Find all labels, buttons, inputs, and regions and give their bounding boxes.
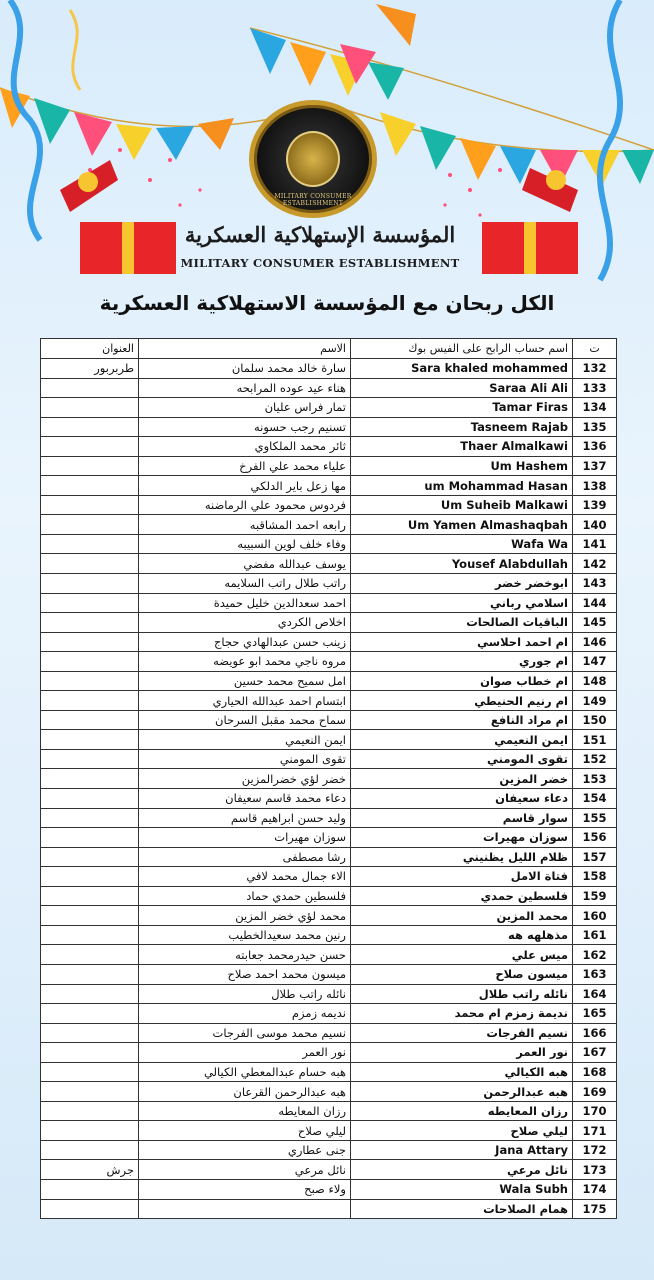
cell-address — [41, 1062, 139, 1082]
cell-number: 165 — [573, 1004, 617, 1024]
table-row — [41, 769, 617, 789]
table-row — [41, 593, 617, 613]
cell-number: 168 — [573, 1062, 617, 1082]
cell-number: 142 — [573, 554, 617, 574]
cell-name: وفاء خلف لوين السبيبه — [139, 534, 351, 554]
cell-name: رزان المعايطه — [139, 1101, 351, 1121]
cell-address — [41, 789, 139, 809]
org-name-arabic: المؤسسة الإستهلاكية العسكرية — [184, 222, 456, 247]
table-row — [41, 456, 617, 476]
cell-number: 146 — [573, 632, 617, 652]
cell-name: امل سميح محمد حسين — [139, 671, 351, 691]
cell-name: هبه حسام عبدالمعطي الكيالي — [139, 1062, 351, 1082]
table-row — [41, 710, 617, 730]
cell-address — [41, 847, 139, 867]
cell-address — [41, 437, 139, 457]
cell-number: 143 — [573, 574, 617, 594]
cell-address — [41, 398, 139, 418]
cell-name: الاء جمال محمد لافي — [139, 867, 351, 887]
cell-address: طربربور — [41, 359, 139, 379]
table-row — [41, 417, 617, 437]
cell-name: مها زعل باير الدلكي — [139, 476, 351, 496]
cell-number: 156 — [573, 828, 617, 848]
cell-number: 152 — [573, 749, 617, 769]
cell-facebook-account: رزان المعايطه — [351, 1101, 573, 1121]
cell-facebook-account: ام مراد النافع — [351, 710, 573, 730]
cell-address — [41, 828, 139, 848]
cell-address — [41, 632, 139, 652]
table-row — [41, 671, 617, 691]
cell-number: 174 — [573, 1179, 617, 1199]
cell-number: 153 — [573, 769, 617, 789]
cell-facebook-account: ابوخضر خضر — [351, 574, 573, 594]
cell-number: 169 — [573, 1082, 617, 1102]
cell-address — [41, 710, 139, 730]
cell-name: نائله راتب طلال — [139, 984, 351, 1004]
table-row — [41, 534, 617, 554]
table-row — [41, 1062, 617, 1082]
cell-number: 149 — [573, 691, 617, 711]
cell-number: 158 — [573, 867, 617, 887]
cell-facebook-account: ليلي صلاح — [351, 1121, 573, 1141]
cell-address — [41, 964, 139, 984]
cell-number: 132 — [573, 359, 617, 379]
cell-facebook-account: ايمن النعيمي — [351, 730, 573, 750]
cell-address — [41, 652, 139, 672]
table-row — [41, 749, 617, 769]
cell-number: 151 — [573, 730, 617, 750]
cell-number: 141 — [573, 534, 617, 554]
cell-facebook-account: محمد المزين — [351, 906, 573, 926]
cell-name: ايمن النعيمي — [139, 730, 351, 750]
cell-number: 172 — [573, 1140, 617, 1160]
table-row — [41, 730, 617, 750]
table-row — [41, 652, 617, 672]
cell-address — [41, 1179, 139, 1199]
cell-name: رشا مصطفى — [139, 847, 351, 867]
cell-facebook-account: اسلامي رباني — [351, 593, 573, 613]
table-row — [41, 828, 617, 848]
cell-address — [41, 1101, 139, 1121]
org-name-english: MILITARY CONSUMER ESTABLISHMENT — [180, 256, 460, 270]
cell-number: 138 — [573, 476, 617, 496]
cell-address — [41, 593, 139, 613]
cell-facebook-account: ام رنيم الحنيطي — [351, 691, 573, 711]
cell-name: ثائر محمد الملكاوي — [139, 437, 351, 457]
cell-number: 163 — [573, 964, 617, 984]
cell-facebook-account: um Mohammad Hasan — [351, 476, 573, 496]
table-row — [41, 886, 617, 906]
cell-facebook-account: نسيم الفرجات — [351, 1023, 573, 1043]
table-row — [41, 574, 617, 594]
cell-address — [41, 1023, 139, 1043]
cell-number: 137 — [573, 456, 617, 476]
cell-number: 134 — [573, 398, 617, 418]
cell-name: سماح محمد مقبل السرحان — [139, 710, 351, 730]
cell-name: محمد لؤي خضر المزين — [139, 906, 351, 926]
table-row — [41, 1023, 617, 1043]
cell-number: 140 — [573, 515, 617, 535]
cell-name: هناء عيد عوده المرابحه — [139, 378, 351, 398]
table-row — [41, 554, 617, 574]
table-row — [41, 906, 617, 926]
table-row — [41, 945, 617, 965]
table-row — [41, 515, 617, 535]
establishment-logo — [249, 100, 377, 218]
cell-number: 133 — [573, 378, 617, 398]
table-row — [41, 808, 617, 828]
cell-facebook-account: سوزان مهيرات — [351, 828, 573, 848]
cell-address — [41, 769, 139, 789]
header-number: ت — [573, 339, 617, 359]
cell-number: 164 — [573, 984, 617, 1004]
cell-address — [41, 1121, 139, 1141]
table-row — [41, 632, 617, 652]
logo-ring-text: MILITARY CONSUMER ESTABLISHMENT — [274, 193, 352, 207]
cell-address — [41, 906, 139, 926]
cell-name: حسن حيدرمحمد جعابته — [139, 945, 351, 965]
cell-facebook-account: هبه الكيالي — [351, 1062, 573, 1082]
cell-number: 148 — [573, 671, 617, 691]
cell-number: 167 — [573, 1043, 617, 1063]
cell-facebook-account: Tamar Firas — [351, 398, 573, 418]
cell-facebook-account: سوار قاسم — [351, 808, 573, 828]
page-title: الكل ربحان مع المؤسسة الاستهلاكية العسكرية — [99, 291, 555, 315]
cell-address — [41, 1140, 139, 1160]
cell-facebook-account: Wafa Wa — [351, 534, 573, 554]
cell-number: 173 — [573, 1160, 617, 1180]
cell-facebook-account: نديمة زمزم ام محمد — [351, 1004, 573, 1024]
cell-address — [41, 554, 139, 574]
cell-facebook-account: Saraa Ali Ali — [351, 378, 573, 398]
cell-address — [41, 534, 139, 554]
cell-facebook-account: نور العمر — [351, 1043, 573, 1063]
cell-number: 144 — [573, 593, 617, 613]
table-row — [41, 1101, 617, 1121]
cell-name: ميسون محمد احمد صلاح — [139, 964, 351, 984]
cell-number: 150 — [573, 710, 617, 730]
cell-name: اخلاص الكردي — [139, 613, 351, 633]
table-row — [41, 398, 617, 418]
winners-table — [40, 338, 616, 1219]
cell-number: 135 — [573, 417, 617, 437]
table-row — [41, 613, 617, 633]
cell-name: رابعه احمد المشاقبه — [139, 515, 351, 535]
table-row — [41, 1004, 617, 1024]
cell-address — [41, 515, 139, 535]
table-row — [41, 964, 617, 984]
table-row — [41, 378, 617, 398]
table-row — [41, 1140, 617, 1160]
cell-name: خضر لؤي خضرالمزين — [139, 769, 351, 789]
cell-name: نائل مرعي — [139, 1160, 351, 1180]
table-row — [41, 359, 617, 379]
cell-facebook-account: ميسون صلاح — [351, 964, 573, 984]
cell-name: ابتسام احمد عبدالله الحياري — [139, 691, 351, 711]
table-row — [41, 1179, 617, 1199]
cell-address — [41, 495, 139, 515]
table-row — [41, 1160, 617, 1180]
cell-address — [41, 749, 139, 769]
cell-address — [41, 1082, 139, 1102]
cell-address — [41, 945, 139, 965]
cell-name: فردوس محمود علي الرماضنه — [139, 495, 351, 515]
cell-name: جنى عطاري — [139, 1140, 351, 1160]
cell-name: تمار فراس عليان — [139, 398, 351, 418]
table-row — [41, 691, 617, 711]
table-row — [41, 1082, 617, 1102]
cell-name — [139, 1199, 351, 1219]
cell-number: 175 — [573, 1199, 617, 1219]
cell-facebook-account: ام خطاب صوان — [351, 671, 573, 691]
cell-facebook-account: Um Hashem — [351, 456, 573, 476]
header-banner — [0, 0, 654, 290]
cell-address — [41, 574, 139, 594]
cell-number: 136 — [573, 437, 617, 457]
cell-name: ليلي صلاح — [139, 1121, 351, 1141]
cell-name: هبه عبدالرحمن القرعان — [139, 1082, 351, 1102]
cell-facebook-account: Yousef Alabdullah — [351, 554, 573, 574]
cell-number: 171 — [573, 1121, 617, 1141]
cell-facebook-account: تقوى المومني — [351, 749, 573, 769]
cell-address — [41, 613, 139, 633]
cell-address — [41, 671, 139, 691]
cell-address — [41, 808, 139, 828]
table-row — [41, 1199, 617, 1219]
cell-name: احمد سعدالدين خليل حميدة — [139, 593, 351, 613]
cell-facebook-account: ظلام الليل يظنيني — [351, 847, 573, 867]
cell-name: تسنيم رجب حسونه — [139, 417, 351, 437]
cell-address — [41, 456, 139, 476]
cell-name: نديمه زمزم — [139, 1004, 351, 1024]
table-row — [41, 1043, 617, 1063]
cell-facebook-account: Wala Subh — [351, 1179, 573, 1199]
table-header-row — [41, 339, 617, 359]
cell-name: مروه ناجي محمد ابو عويضه — [139, 652, 351, 672]
cell-address — [41, 925, 139, 945]
cell-name: نسيم محمد موسى الفرجات — [139, 1023, 351, 1043]
cell-address — [41, 1043, 139, 1063]
cell-name: علياء محمد علي الفرخ — [139, 456, 351, 476]
cell-facebook-account: Thaer Almalkawi — [351, 437, 573, 457]
cell-address — [41, 1004, 139, 1024]
cell-address — [41, 378, 139, 398]
cell-address — [41, 1199, 139, 1219]
cell-facebook-account: همام الصلاحات — [351, 1199, 573, 1219]
cell-number: 154 — [573, 789, 617, 809]
cell-number: 147 — [573, 652, 617, 672]
cell-name: راتب طلال راتب السلايمه — [139, 574, 351, 594]
cell-name: زينب حسن عبدالهادي حجاج — [139, 632, 351, 652]
cell-facebook-account: دعاء سعيفان — [351, 789, 573, 809]
cell-name: فلسطين حمدي حماد — [139, 886, 351, 906]
cell-name: يوسف عبدالله مفضي — [139, 554, 351, 574]
cell-number: 170 — [573, 1101, 617, 1121]
table-row — [41, 867, 617, 887]
cell-number: 159 — [573, 886, 617, 906]
cell-number: 161 — [573, 925, 617, 945]
cell-facebook-account: Jana Attary — [351, 1140, 573, 1160]
cell-facebook-account: نائل مرعي — [351, 1160, 573, 1180]
table-row — [41, 789, 617, 809]
cell-facebook-account: ام احمد احلاسي — [351, 632, 573, 652]
cell-name: تقوى المومني — [139, 749, 351, 769]
cell-name: سوزان مهيرات — [139, 828, 351, 848]
cell-address — [41, 476, 139, 496]
cell-name: دعاء محمد قاسم سعيفان — [139, 789, 351, 809]
cell-address — [41, 730, 139, 750]
table-row — [41, 925, 617, 945]
cell-facebook-account: Sara khaled mohammed — [351, 359, 573, 379]
cell-number: 162 — [573, 945, 617, 965]
cell-address — [41, 417, 139, 437]
cell-number: 157 — [573, 847, 617, 867]
table-row — [41, 495, 617, 515]
cell-number: 166 — [573, 1023, 617, 1043]
cell-facebook-account: ام جوري — [351, 652, 573, 672]
cell-name: رنين محمد سعيدالخطيب — [139, 925, 351, 945]
cell-facebook-account: الباقيات الصالحات — [351, 613, 573, 633]
table-row — [41, 1121, 617, 1141]
crest-icon — [286, 131, 340, 187]
cell-name: وليد حسن ابراهيم قاسم — [139, 808, 351, 828]
cell-facebook-account: خضر المزين — [351, 769, 573, 789]
table-row — [41, 476, 617, 496]
cell-number: 160 — [573, 906, 617, 926]
header-address: العنوان — [41, 339, 139, 359]
cell-name: نور العمر — [139, 1043, 351, 1063]
cell-number: 145 — [573, 613, 617, 633]
cell-name: سارة خالد محمد سلمان — [139, 359, 351, 379]
cell-facebook-account: هبه عبدالرحمن — [351, 1082, 573, 1102]
cell-address — [41, 867, 139, 887]
cell-facebook-account: فلسطين حمدي — [351, 886, 573, 906]
cell-address: جرش — [41, 1160, 139, 1180]
table-row — [41, 984, 617, 1004]
cell-name: ولاء صبح — [139, 1179, 351, 1199]
cell-facebook-account: مذهلهه هه — [351, 925, 573, 945]
cell-number: 139 — [573, 495, 617, 515]
cell-facebook-account: Um Suheib Malkawi — [351, 495, 573, 515]
cell-address — [41, 886, 139, 906]
cell-facebook-account: Um Yamen Almashaqbah — [351, 515, 573, 535]
cell-facebook-account: فتاة الامل — [351, 867, 573, 887]
header-facebook-account: اسم حساب الرابح على الفيس بوك — [351, 339, 573, 359]
cell-facebook-account: ميس علي — [351, 945, 573, 965]
cell-facebook-account: نائله راتب طلال — [351, 984, 573, 1004]
header-name: الاسم — [139, 339, 351, 359]
cell-number: 155 — [573, 808, 617, 828]
cell-address — [41, 691, 139, 711]
cell-facebook-account: Tasneem Rajab — [351, 417, 573, 437]
cell-address — [41, 984, 139, 1004]
table-row — [41, 437, 617, 457]
table-row — [41, 847, 617, 867]
